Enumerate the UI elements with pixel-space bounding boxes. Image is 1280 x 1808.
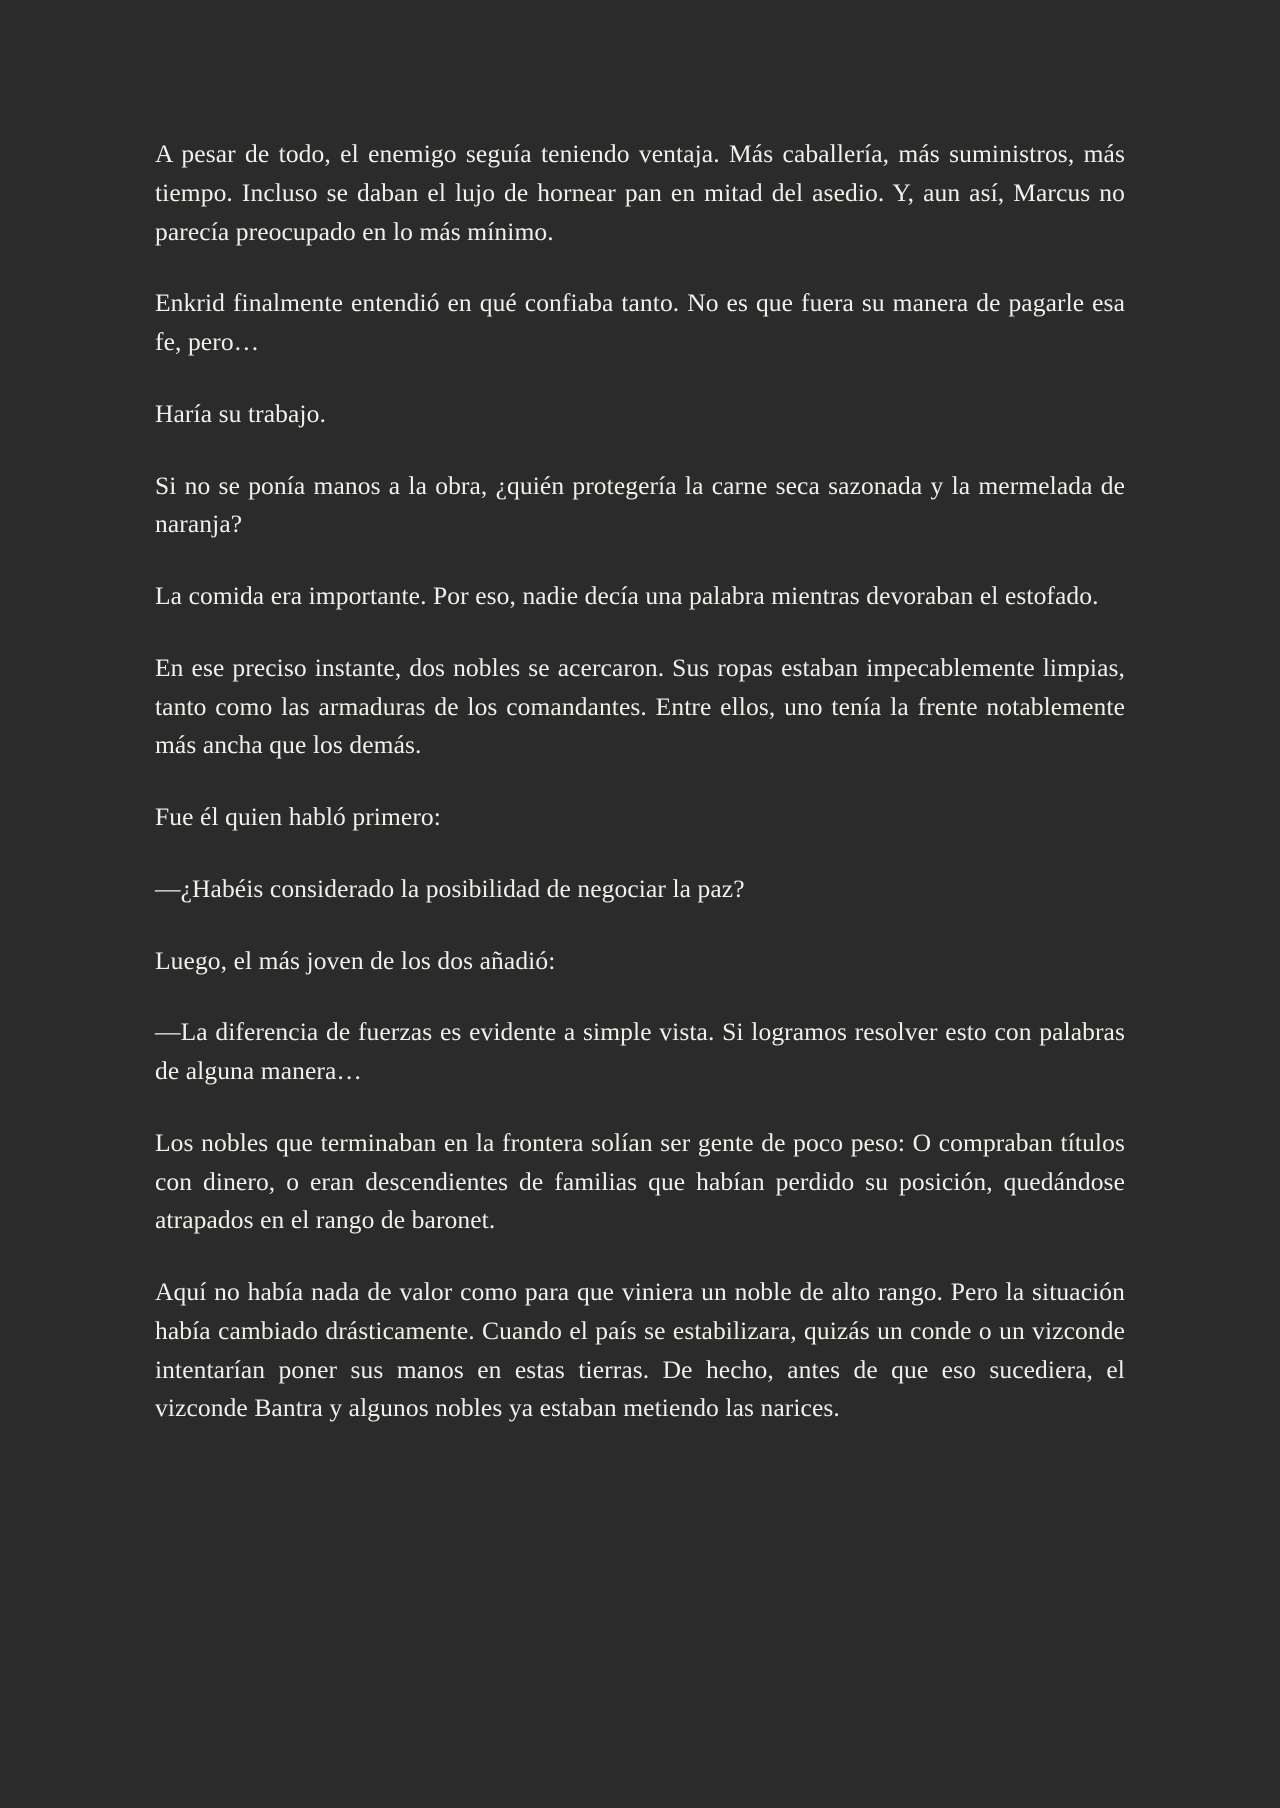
paragraph: Luego, el más joven de los dos añadió:: [155, 945, 556, 975]
paragraph: La comida era importante. Por eso, nadie decía una palabra mientras devoraban el estofado.: [155, 581, 1099, 610]
paragraph-dialogue: —La diferencia de fuerzas es evidente a simple vista. Si logramos resolver esto con palabras de alguna manera…: [155, 1017, 1125, 1085]
paragraph: Si no se ponía manos a la obra, ¿quién protegería la carne seca sazonada y la mermelada de naranja?: [155, 470, 1125, 539]
paragraph: En ese preciso instante, dos nobles se acercaron. Sus ropas estaban impecablemente limpias, tanto como las armaduras de los comandantes. Entre ellos, uno tenía la frente notablemente más ancha que los demás.: [155, 652, 1125, 760]
paragraph: Haría su trabajo.: [155, 398, 326, 428]
paragraph: Aquí no había nada de valor como para que viniera un noble de alto rango. Pero la situación había cambiado drásticamente. Cuando el país se estabilizara, quizás un conde o un vizconde intentarían poner sus manos en estas tierras. De hecho, antes de que eso sucediera, el vizconde Bantra y algunos nobles ya estaban metiendo las narices.: [155, 1277, 1125, 1423]
paragraph-dialogue: —¿Habéis considerado la posibilidad de negociar la paz?: [155, 873, 745, 903]
document-body: [155, 135, 1125, 1428]
paragraph: Enkrid finalmente entendió en qué confiaba tanto. No es que fuera su manera de pagarle esa fe, pero…: [155, 288, 1125, 356]
paragraph: Fue él quien habló primero:: [155, 802, 441, 831]
paragraph: A pesar de todo, el enemigo seguía teniendo ventaja. Más caballería, más suministros, más tiempo. Incluso se daban el lujo de hornear pan en mitad del asedio. Y, aun así, Marcus no parecía preocupado en lo más mínimo.: [155, 139, 1125, 246]
paragraph: Los nobles que terminaban en la frontera solían ser gente de poco peso: O compraban títulos con dinero, o eran descendientes de familias que habían perdido su posición, quedándose atrapados en el rango de baronet.: [155, 1127, 1125, 1235]
